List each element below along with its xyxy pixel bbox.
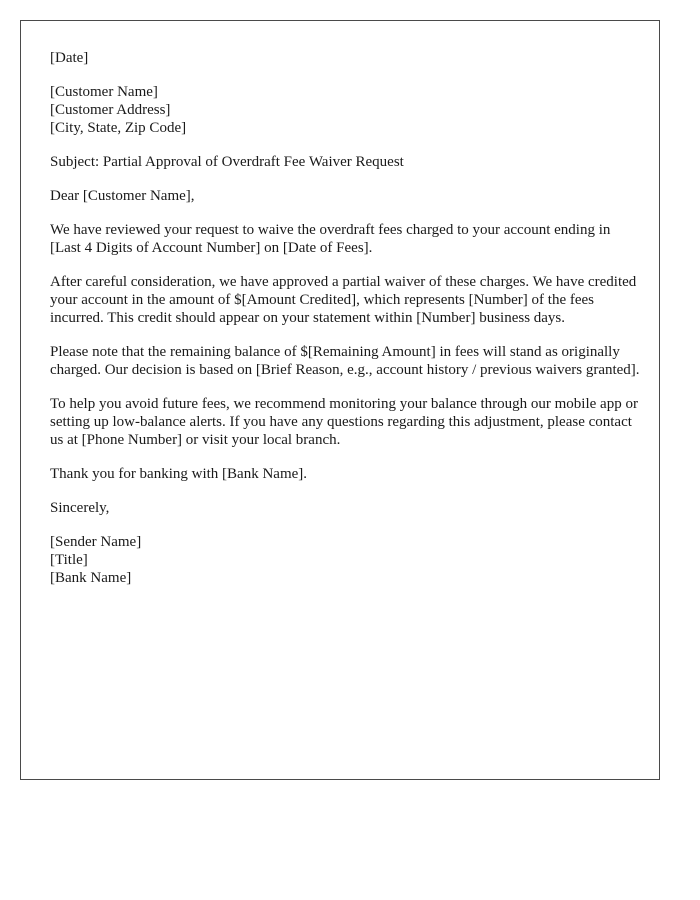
sender-title: [Title] xyxy=(50,552,88,568)
letter-date: [Date] xyxy=(50,50,89,66)
recipient-address: [Customer Address] xyxy=(50,102,171,118)
paragraph-thank-you: Thank you for banking with [Bank Name]. xyxy=(50,466,308,482)
letter-closing: Sincerely, xyxy=(50,500,110,516)
letter-body xyxy=(50,49,640,603)
recipient-name: [Customer Name] xyxy=(50,84,158,100)
letter-page xyxy=(20,20,660,780)
paragraph-avoid-fees: To help you avoid future fees, we recommend monitoring your balance through our mobile app or setting up low-balance alerts. If you have any questions regarding this adjustment, please contact us at [Phone Number] or visit your local branch. xyxy=(50,396,638,448)
sender-name: [Sender Name] xyxy=(50,534,142,550)
paragraph-review: We have reviewed your request to waive the overdraft fees charged to your account ending in [Last 4 Digits of Account Number] on [Date of Fees]. xyxy=(50,222,611,256)
letter-salutation: Dear [Customer Name], xyxy=(50,188,195,204)
paragraph-remaining-balance: Please note that the remaining balance of $[Remaining Amount] in fees will stand as originally charged. Our decision is based on [Brief Reason, e.g., account history / previous waivers granted]. xyxy=(50,344,640,378)
signature-block xyxy=(50,533,640,587)
sender-bank-name: [Bank Name] xyxy=(50,570,132,586)
letter-subject: Subject: Partial Approval of Overdraft Fee Waiver Request xyxy=(50,154,404,170)
recipient-address-block xyxy=(50,83,640,137)
paragraph-partial-waiver: After careful consideration, we have approved a partial waiver of these charges. We have credited your account in the amount of $[Amount Credited], which represents [Number] of the fees incurred. This credit should appear on your statement within [Number] business days. xyxy=(50,274,637,326)
recipient-city-state-zip: [City, State, Zip Code] xyxy=(50,120,187,136)
